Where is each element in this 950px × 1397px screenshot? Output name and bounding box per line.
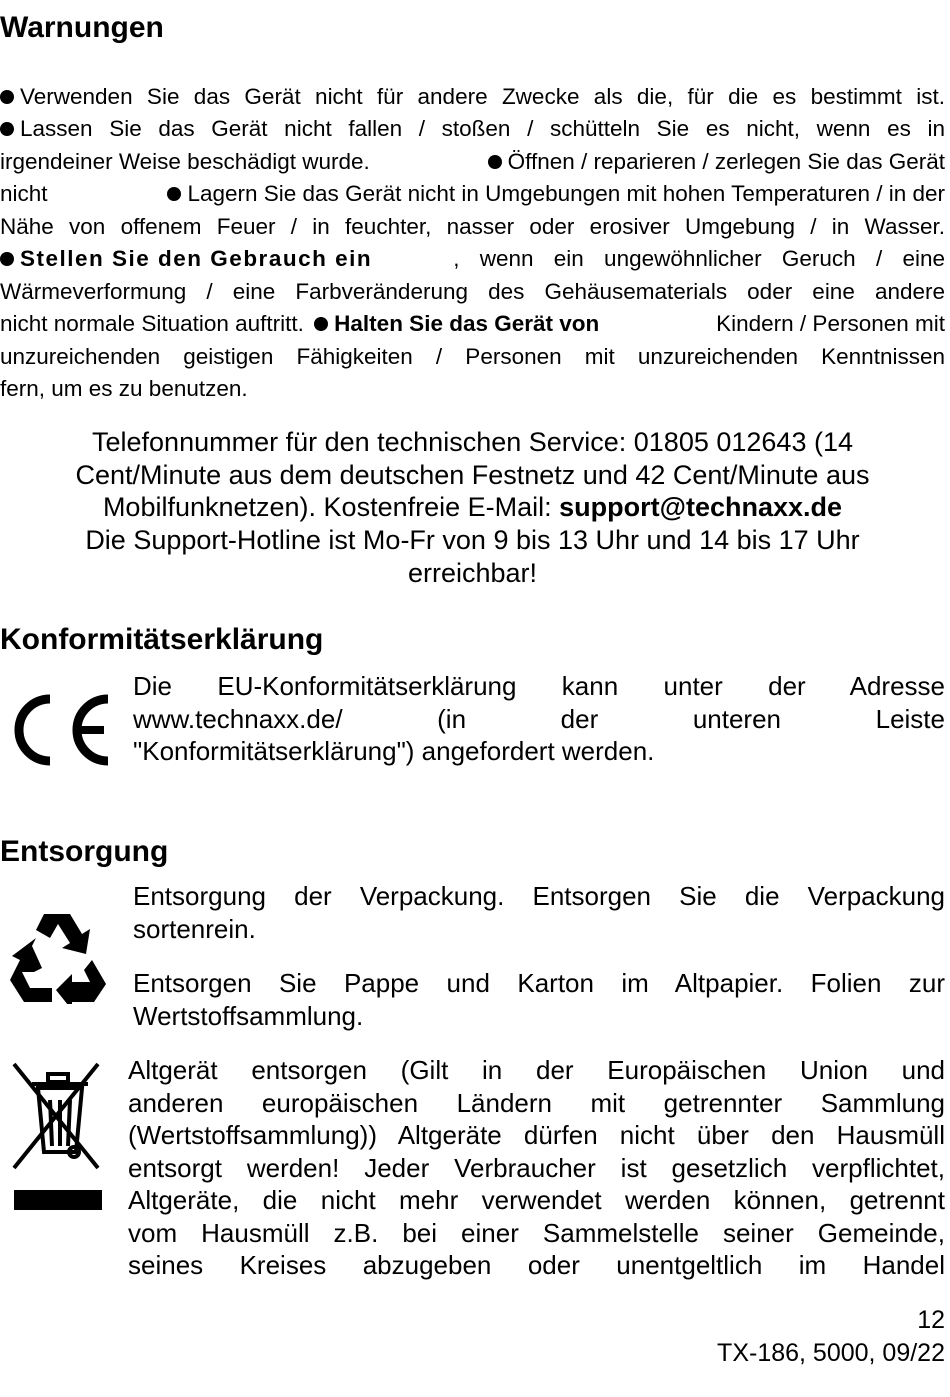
service-line-3: Mobilfunknetzen). Kostenfreie E-Mail: support@technaxx.de [102,492,843,522]
recycle-icon [6,910,110,1004]
warning-line-7: Wärmeverformung / eine Farbveränderung des Gehäusematerials oder eine andere [0,279,945,304]
warning-line-2: Lassen Sie das Gerät nicht fallen / stoßen / schütteln Sie es nicht, wenn es in [0,114,945,144]
ce-mark-icon [6,693,110,767]
disposal-paragraph-3: Altgerät entsorgen (Gilt in der Europäischen Union und anderen europäischen Ländern mit getrennter Sammlung (Wertstoffsammlung)) Altgeräte dürfen nicht über den Hausmüll entsorgt werden! Jeder Verbraucher ist gesetzlich verpflichtet, Altgeräte, die nicht mehr verwendet werden können, getrennt vom Hausmüll z.B. bei einer Sammelstelle seiner Gemeinde, seines Kreises abzugeben oder unentgeltlich im Handel [128,1055,945,1280]
bullet-icon [314,317,328,331]
warning-line-10: fern, um es zu benutzen. [0,376,248,401]
conformity-url-link[interactable]: www.technaxx.de/ (in der unteren Leiste [133,703,945,734]
bullet-icon [0,90,14,104]
bullet-icon [0,252,14,266]
service-line-4: Die Support-Hotline ist Mo-Fr von 9 bis 13 Uhr und 14 bis 17 Uhr [85,525,860,555]
disposal-paragraph-2: Entsorgen Sie Pappe und Karton im Altpapier. Folien zur Wertstoffsammlung. [133,968,945,1031]
bullet-icon [167,187,181,201]
service-line-5: erreichbar! [407,558,538,588]
service-line-2: Cent/Minute aus dem deutschen Festnetz und 42 Cent/Minute aus [75,460,870,490]
conformity-text: Die EU-Konformitätserklärung kann unter der Adresse www.technaxx.de/ (in der unteren Leiste "Konformitätserklärung") angefordert werden. [133,671,945,766]
conformity-line-2 [133,703,945,736]
support-email-link[interactable]: support@technaxx.de [559,492,843,522]
warning-line-5: Nähe von offenem Feuer / in feuchter, nasser oder erosiver Umgebung / in Wasser. [0,214,945,239]
warnings-heading: Warnungen [0,11,164,44]
bullet-icon [0,122,14,136]
warning-line-6: Stellen Sie den Gebrauch ein , wenn ein ungewöhnlicher Geruch / eine [0,244,945,274]
warning-line-1: Verwenden Sie das Gerät nicht für andere Zwecke als die, für die es bestimmt ist. [0,82,945,112]
page-number: 12 [917,1306,945,1334]
weee-crossed-bin-icon [10,1060,104,1240]
disposal-paragraph-1: Entsorgung der Verpackung. Entsorgen Sie die Verpackung sortenrein. [133,881,945,944]
warning-line-3: irgendeiner Weise beschädigt wurde. Öffnen / reparieren / zerlegen Sie das Gerät [0,149,945,174]
warning-line-9: unzureichenden geistigen Fähigkeiten / Personen mit unzureichenden Kenntnissen [0,344,945,369]
conformity-heading: Konformitätserklärung [0,623,324,656]
disposal-heading: Entsorgung [0,835,169,868]
warning-line-8: nicht normale Situation auftritt. Halten Sie das Gerät von Kindern / Personen mit [0,311,945,336]
bullet-icon [488,155,502,169]
service-line-1: Telefonnummer für den technischen Service: 01805 012643 (14 [92,427,853,457]
model-info: TX-186, 5000, 09/22 [717,1339,945,1367]
warning-line-4: nicht Lagern Sie das Gerät nicht in Umgebungen mit hohen Temperaturen / in der [0,181,945,206]
